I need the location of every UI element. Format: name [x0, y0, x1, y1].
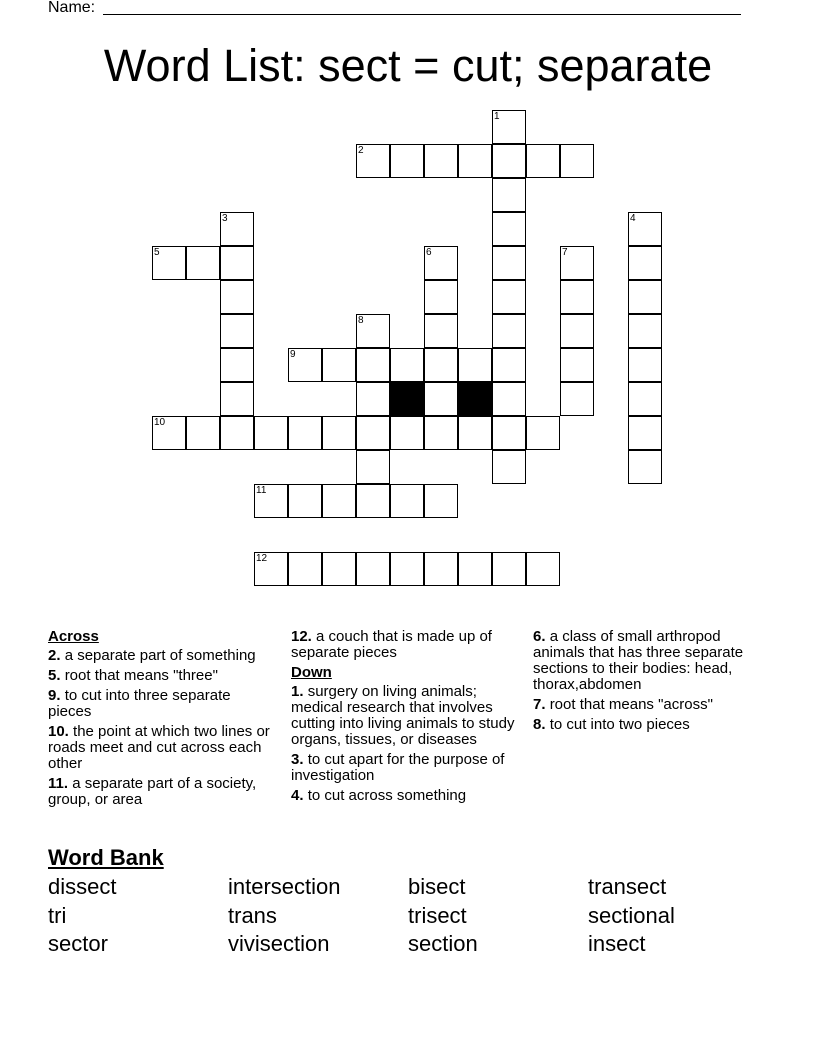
crossword-block-cell	[390, 382, 424, 416]
crossword-cell[interactable]	[492, 246, 526, 280]
crossword-cell[interactable]	[356, 382, 390, 416]
word-bank-item: transect	[588, 874, 667, 899]
crossword-cell[interactable]	[424, 280, 458, 314]
crossword-cell[interactable]	[390, 552, 424, 586]
word-bank-title: Word Bank	[48, 845, 164, 870]
crossword-cell[interactable]	[220, 246, 254, 280]
crossword-cell[interactable]	[220, 280, 254, 314]
clue-down-1: 1. surgery on living animals; medical research that involves cutting into living animals to study organs, tissues, or diseases	[291, 683, 515, 748]
crossword-cell[interactable]	[288, 552, 322, 586]
clue-across-5: 5. root that means "three"	[48, 667, 218, 684]
crossword-cell[interactable]	[492, 314, 526, 348]
crossword-cell[interactable]	[458, 416, 492, 450]
word-bank-item: section	[408, 931, 478, 956]
crossword-cell[interactable]	[356, 144, 390, 178]
crossword-cell[interactable]	[220, 348, 254, 382]
crossword-cell[interactable]	[424, 416, 458, 450]
crossword-cell[interactable]	[424, 382, 458, 416]
crossword-cell[interactable]	[220, 212, 254, 246]
word-bank-item: insect	[588, 931, 646, 956]
word-bank-item: tri	[48, 902, 67, 928]
crossword-cell[interactable]	[526, 144, 560, 178]
crossword-cell[interactable]	[492, 280, 526, 314]
crossword-cell[interactable]	[560, 314, 594, 348]
crossword-cell[interactable]	[628, 314, 662, 348]
crossword-cell[interactable]	[526, 552, 560, 586]
clue-number: 7	[562, 247, 568, 258]
clue-column-1	[48, 629, 276, 812]
word-bank-item: vivisection	[228, 931, 330, 956]
crossword-cell[interactable]	[492, 382, 526, 416]
crossword-cell[interactable]	[186, 246, 220, 280]
crossword-cell[interactable]	[356, 348, 390, 382]
crossword-cell[interactable]	[288, 416, 322, 450]
crossword-cell[interactable]	[526, 416, 560, 450]
clue-number: 3	[222, 213, 228, 224]
crossword-cell[interactable]	[356, 314, 390, 348]
crossword-cell[interactable]	[628, 212, 662, 246]
clue-across-11: 11. a separate part of a society, group, or area	[48, 775, 257, 808]
clue-down-3: 3. to cut apart for the purpose of investigation	[291, 751, 505, 784]
clue-across-10: 10. the point at which two lines or roads meet and cut across each other	[48, 723, 270, 772]
clue-number: 9	[290, 349, 296, 360]
clue-number: 1	[494, 111, 500, 122]
crossword-cell[interactable]	[322, 552, 356, 586]
crossword-cell[interactable]	[152, 246, 186, 280]
crossword-cell[interactable]	[458, 144, 492, 178]
crossword-cell[interactable]	[560, 280, 594, 314]
down-heading: Down	[291, 664, 332, 681]
crossword-cell[interactable]	[424, 552, 458, 586]
word-bank-item: bisect	[408, 874, 466, 899]
crossword-cell[interactable]	[492, 348, 526, 382]
crossword-cell[interactable]	[152, 416, 186, 450]
word-bank-item: trans	[228, 902, 277, 928]
clue-number: 8	[358, 315, 364, 326]
crossword-cell[interactable]	[322, 348, 356, 382]
crossword-cell[interactable]	[288, 348, 322, 382]
crossword-cell[interactable]	[628, 382, 662, 416]
clue-number: 10	[154, 417, 166, 428]
crossword-cell[interactable]	[424, 314, 458, 348]
crossword-cell[interactable]	[390, 416, 424, 450]
word-bank-item: sectional	[588, 902, 675, 928]
crossword-cell[interactable]	[254, 552, 288, 586]
crossword-cell[interactable]	[628, 416, 662, 450]
crossword-cell[interactable]	[560, 348, 594, 382]
crossword-cell[interactable]	[356, 416, 390, 450]
page-title: Word List: sect = cut; separate	[103, 40, 713, 91]
crossword-cell[interactable]	[492, 552, 526, 586]
crossword-cell[interactable]	[254, 484, 288, 518]
clue-number: 5	[154, 247, 160, 258]
crossword-cell[interactable]	[560, 144, 594, 178]
crossword-cell[interactable]	[186, 416, 220, 450]
crossword-cell[interactable]	[628, 246, 662, 280]
crossword-cell[interactable]	[492, 178, 526, 212]
crossword-cell[interactable]	[424, 246, 458, 280]
clue-across-2: 2. a separate part of something	[48, 647, 256, 664]
crossword-cell[interactable]	[322, 416, 356, 450]
crossword-cell[interactable]	[458, 552, 492, 586]
crossword-cell[interactable]	[424, 144, 458, 178]
word-bank	[48, 873, 768, 959]
crossword-cell[interactable]	[628, 348, 662, 382]
clue-down-4: 4. to cut across something	[291, 787, 467, 804]
crossword-block-cell	[458, 382, 492, 416]
clue-down-6: 6. a class of small arthropod animals that has three separate sections to their bodies: head, thorax,abdomen	[533, 628, 744, 693]
clue-across-9: 9. to cut into three separate pieces	[48, 687, 231, 720]
crossword-cell[interactable]	[560, 246, 594, 280]
crossword-cell[interactable]	[458, 348, 492, 382]
crossword-cell[interactable]	[390, 144, 424, 178]
crossword-cell[interactable]	[492, 212, 526, 246]
crossword-cell[interactable]	[356, 450, 390, 484]
crossword-cell[interactable]	[424, 484, 458, 518]
crossword-cell[interactable]	[628, 280, 662, 314]
clue-down-8: 8. to cut into two pieces	[533, 716, 690, 733]
crossword-cell[interactable]	[492, 144, 526, 178]
crossword-cell[interactable]	[492, 110, 526, 144]
crossword-cell[interactable]	[492, 450, 526, 484]
clue-column-2	[291, 629, 523, 808]
crossword-cell[interactable]	[492, 416, 526, 450]
crossword-cell[interactable]	[254, 416, 288, 450]
crossword-cell[interactable]	[322, 484, 356, 518]
word-bank-item: sector	[48, 931, 108, 956]
crossword-cell[interactable]	[560, 382, 594, 416]
clue-number: 11	[256, 485, 267, 496]
clue-number: 4	[630, 213, 636, 224]
crossword-cell[interactable]	[220, 382, 254, 416]
crossword-cell[interactable]	[220, 314, 254, 348]
word-bank-item: intersection	[228, 874, 341, 899]
crossword-cell[interactable]	[424, 348, 458, 382]
crossword-cell[interactable]	[390, 484, 424, 518]
crossword-cell[interactable]	[628, 450, 662, 484]
crossword-cell[interactable]	[390, 348, 424, 382]
crossword-cell[interactable]	[356, 552, 390, 586]
crossword-cell[interactable]	[356, 484, 390, 518]
across-heading: Across	[48, 628, 99, 645]
clue-across-12: 12. a couch that is made up of separate pieces	[291, 628, 492, 661]
crossword-cell[interactable]	[288, 484, 322, 518]
clue-number: 2	[358, 145, 364, 156]
name-label: Name:	[48, 0, 96, 16]
word-bank-item: trisect	[408, 902, 467, 928]
clue-number: 12	[256, 553, 268, 564]
clue-down-7: 7. root that means "across"	[533, 696, 713, 713]
crossword-cell[interactable]	[220, 416, 254, 450]
word-bank-item: dissect	[48, 874, 117, 899]
clue-number: 6	[426, 247, 432, 258]
clue-column-3	[533, 629, 763, 737]
